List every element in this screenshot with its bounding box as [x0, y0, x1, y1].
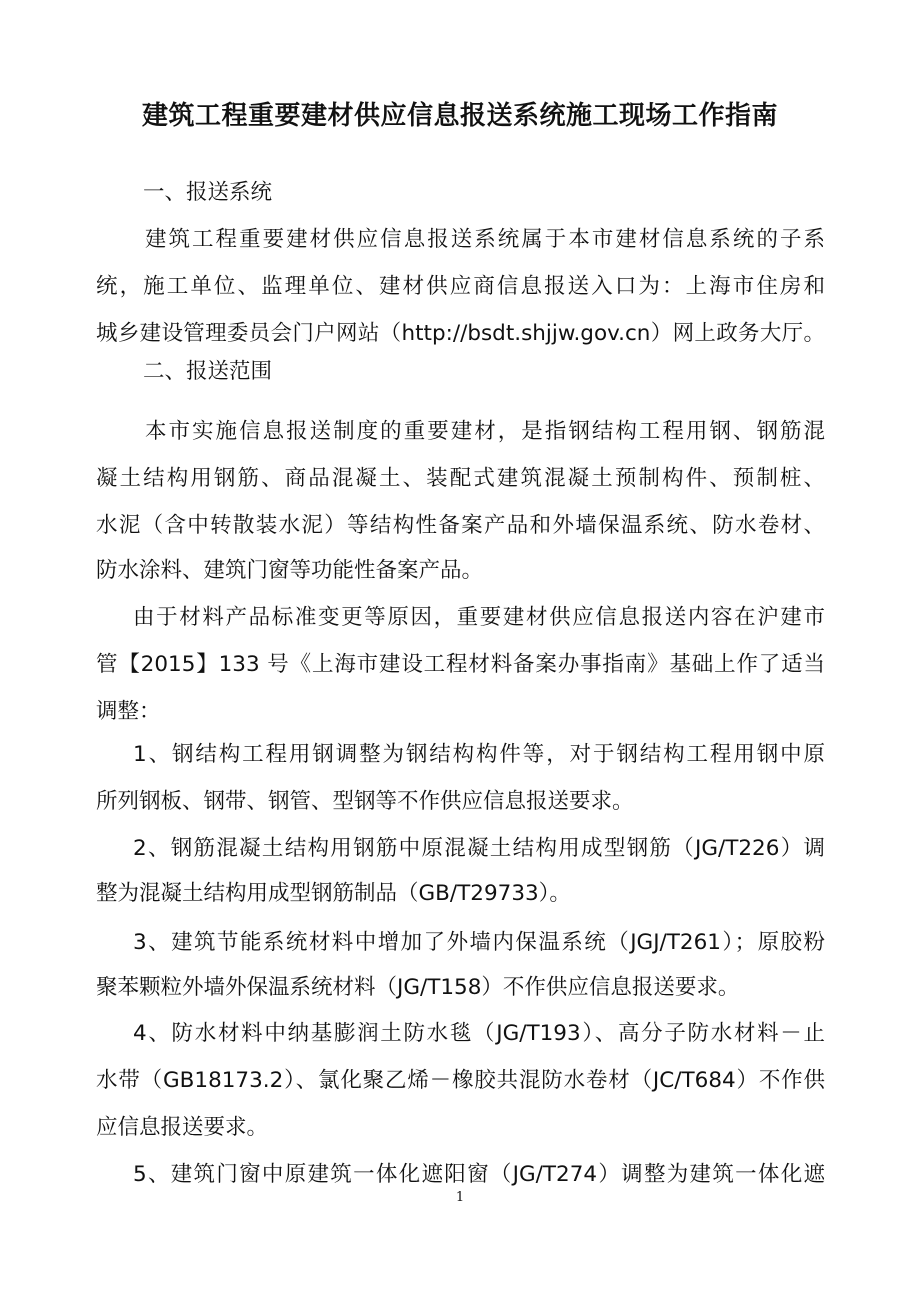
- list-item-line: 4、防水材料中纳基膨润土防水毯（JG/T193）、高分子防水材料－止: [133, 1021, 825, 1046]
- section-heading-reporting-system: 一、报送系统: [143, 180, 273, 205]
- list-item-line: 所列钢板、钢带、钢管、型钢等不作供应信息报送要求。: [96, 789, 634, 814]
- list-item-line: 5、建筑门窗中原建筑一体化遮阳窗（JG/T274）调整为建筑一体化遮: [133, 1162, 825, 1187]
- paragraph-line: 由于材料产品标准变更等原因，重要建材供应信息报送内容在沪建市: [133, 605, 825, 630]
- paragraph-line: 调整：: [96, 699, 161, 724]
- paragraph-line: 城乡建设管理委员会门户网站（http://bsdt.shjjw.gov.cn）网上政务大厅。: [96, 321, 825, 346]
- list-item-line: 整为混凝土结构用成型钢筋制品（GB/T29733）。: [96, 881, 571, 906]
- paragraph-line: 本市实施信息报送制度的重要建材，是指钢结构工程用钢、钢筋混: [145, 419, 825, 444]
- list-item-line: 聚苯颗粒外墙外保温系统材料（JG/T158）不作供应信息报送要求。: [96, 975, 740, 1000]
- paragraph-line: 防水涂料、建筑门窗等功能性备案产品。: [96, 558, 484, 583]
- section-heading-reporting-scope: 二、报送范围: [143, 359, 273, 384]
- page-number: 1: [455, 1190, 465, 1205]
- list-item-line: 3、建筑节能系统材料中增加了外墙内保温系统（JGJ/T261）；原胶粉: [133, 930, 825, 955]
- list-item-line: 应信息报送要求。: [96, 1115, 269, 1140]
- list-item-line: 水带（GB18173.2）、氯化聚乙烯－橡胶共混防水卷材（JC/T684）不作供: [96, 1068, 825, 1093]
- document-title: 建筑工程重要建材供应信息报送系统施工现场工作指南: [141, 101, 778, 131]
- paragraph-line: 凝土结构用钢筋、商品混凝土、装配式建筑混凝土预制构件、预制桩、: [96, 466, 825, 491]
- paragraph-line: 管【2015】133 号《上海市建设工程材料备案办事指南》基础上作了适当: [96, 652, 825, 677]
- list-item-line: 1、钢结构工程用钢调整为钢结构构件等，对于钢结构工程用钢中原: [133, 742, 825, 767]
- paragraph-line: 统，施工单位、监理单位、建材供应商信息报送入口为：上海市住房和: [96, 274, 825, 299]
- paragraph-line: 建筑工程重要建材供应信息报送系统属于本市建材信息系统的子系: [145, 227, 825, 252]
- list-item-line: 2、钢筋混凝土结构用钢筋中原混凝土结构用成型钢筋（JG/T226）调: [133, 836, 825, 861]
- paragraph-line: 水泥（含中转散装水泥）等结构性备案产品和外墙保温系统、防水卷材、: [96, 513, 825, 538]
